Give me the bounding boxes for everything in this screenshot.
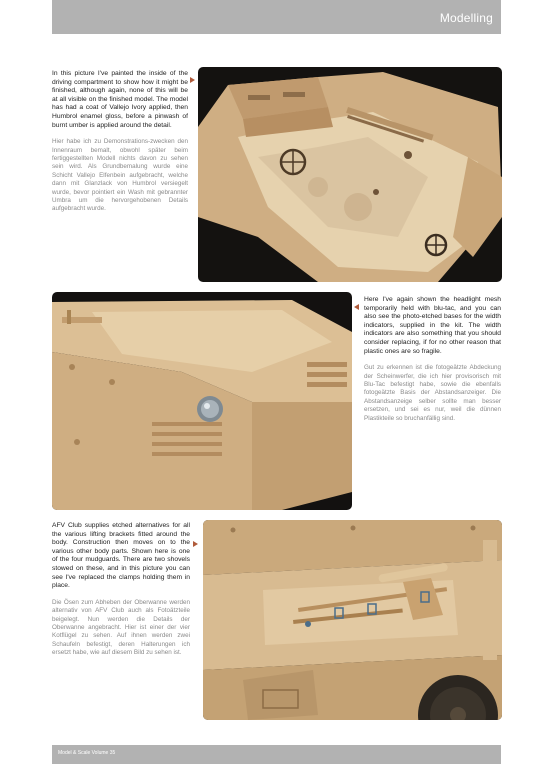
caption-english: Here I've again shown the headlight mesh temporarily held with blu-tac, and you can also see the photo-etched bases for the width indicators, supplied in the kit. The width indicators are also something that you should consider replacing, if for no other reason that plastic ones are so fragile. — [364, 296, 501, 355]
caption-german: Die Ösen zum Abheben der Oberwanne werden alternativ von AFV Club auch als Fotoätzteile beigelegt. Nun werden die Details der Oberwanne angebracht. Hier ist einer der vier Kotflügel zu sehen. Auf ihnen werden zwei Schaufeln befestigt, deren Halterungen ich ersetzt habe, wie auf diesem Bild zu sehen ist. — [52, 598, 190, 657]
section-header-bar — [52, 0, 501, 34]
pointer-arrow-left-icon — [354, 304, 359, 310]
photo-driving-compartment — [198, 67, 502, 282]
photo-headlight-mesh — [52, 292, 352, 510]
photo-mudguard-shovels — [203, 520, 502, 720]
page-footer-bar — [52, 745, 501, 764]
caption-english: AFV Club supplies etched alternatives for all the various lifting brackets fitted around the body. Construction then moves on to the various other body parts. Shown here is one of the four mudguards. There are two shovels stowed on these, and in this picture you can see I've replaced the clamps holding them in place. — [52, 522, 190, 590]
section-title: Modelling — [439, 11, 493, 25]
caption-english: In this picture I've painted the inside of the driving compartment to show how it might be finished, although again, none of this will be at all visible on the finished model. The model has had a coat of Vallejo Ivory applied, then Humbrol enamel gloss, before a pinwash of burnt umber is applied around the detail. — [52, 70, 188, 129]
caption-german: Gut zu erkennen ist die fotogeätzte Abdeckung der Scheinwerfer, die ich hier provisorisch mit Blu-Tac befestigt habe, sowie die ebenfalls fotogeätzte Basis der Abstandsanzeiger. Die Abstandsanzeige selber sollte man besser ersetzen, und sei es nur, weil die dünnen Plastikteile so bruchanfällig sind. — [364, 364, 501, 422]
pointer-arrow-right-icon — [190, 77, 195, 83]
caption-block-1 — [52, 70, 188, 214]
pointer-arrow-right-icon — [193, 541, 198, 547]
caption-block-2 — [364, 296, 501, 423]
caption-block-3 — [52, 522, 190, 658]
caption-german: Hier habe ich zu Demonstrations-zwecken den Innenraum bemalt, obwohl später beim fertiggestellten Modell nichts davon zu sehen sein wird. Als Grundbemalung wurde eine Schicht Vallejo Elfenbein aufgebracht, welche dann mit Glanzlack von Humbrol versiegelt wurde, bevor pointiert ein Wash mit gebrannter Umbra um die hervorgehobenen Details aufgebracht wurde. — [52, 138, 188, 213]
footer-running-text: Model & Scale Volume 35 — [58, 750, 116, 756]
